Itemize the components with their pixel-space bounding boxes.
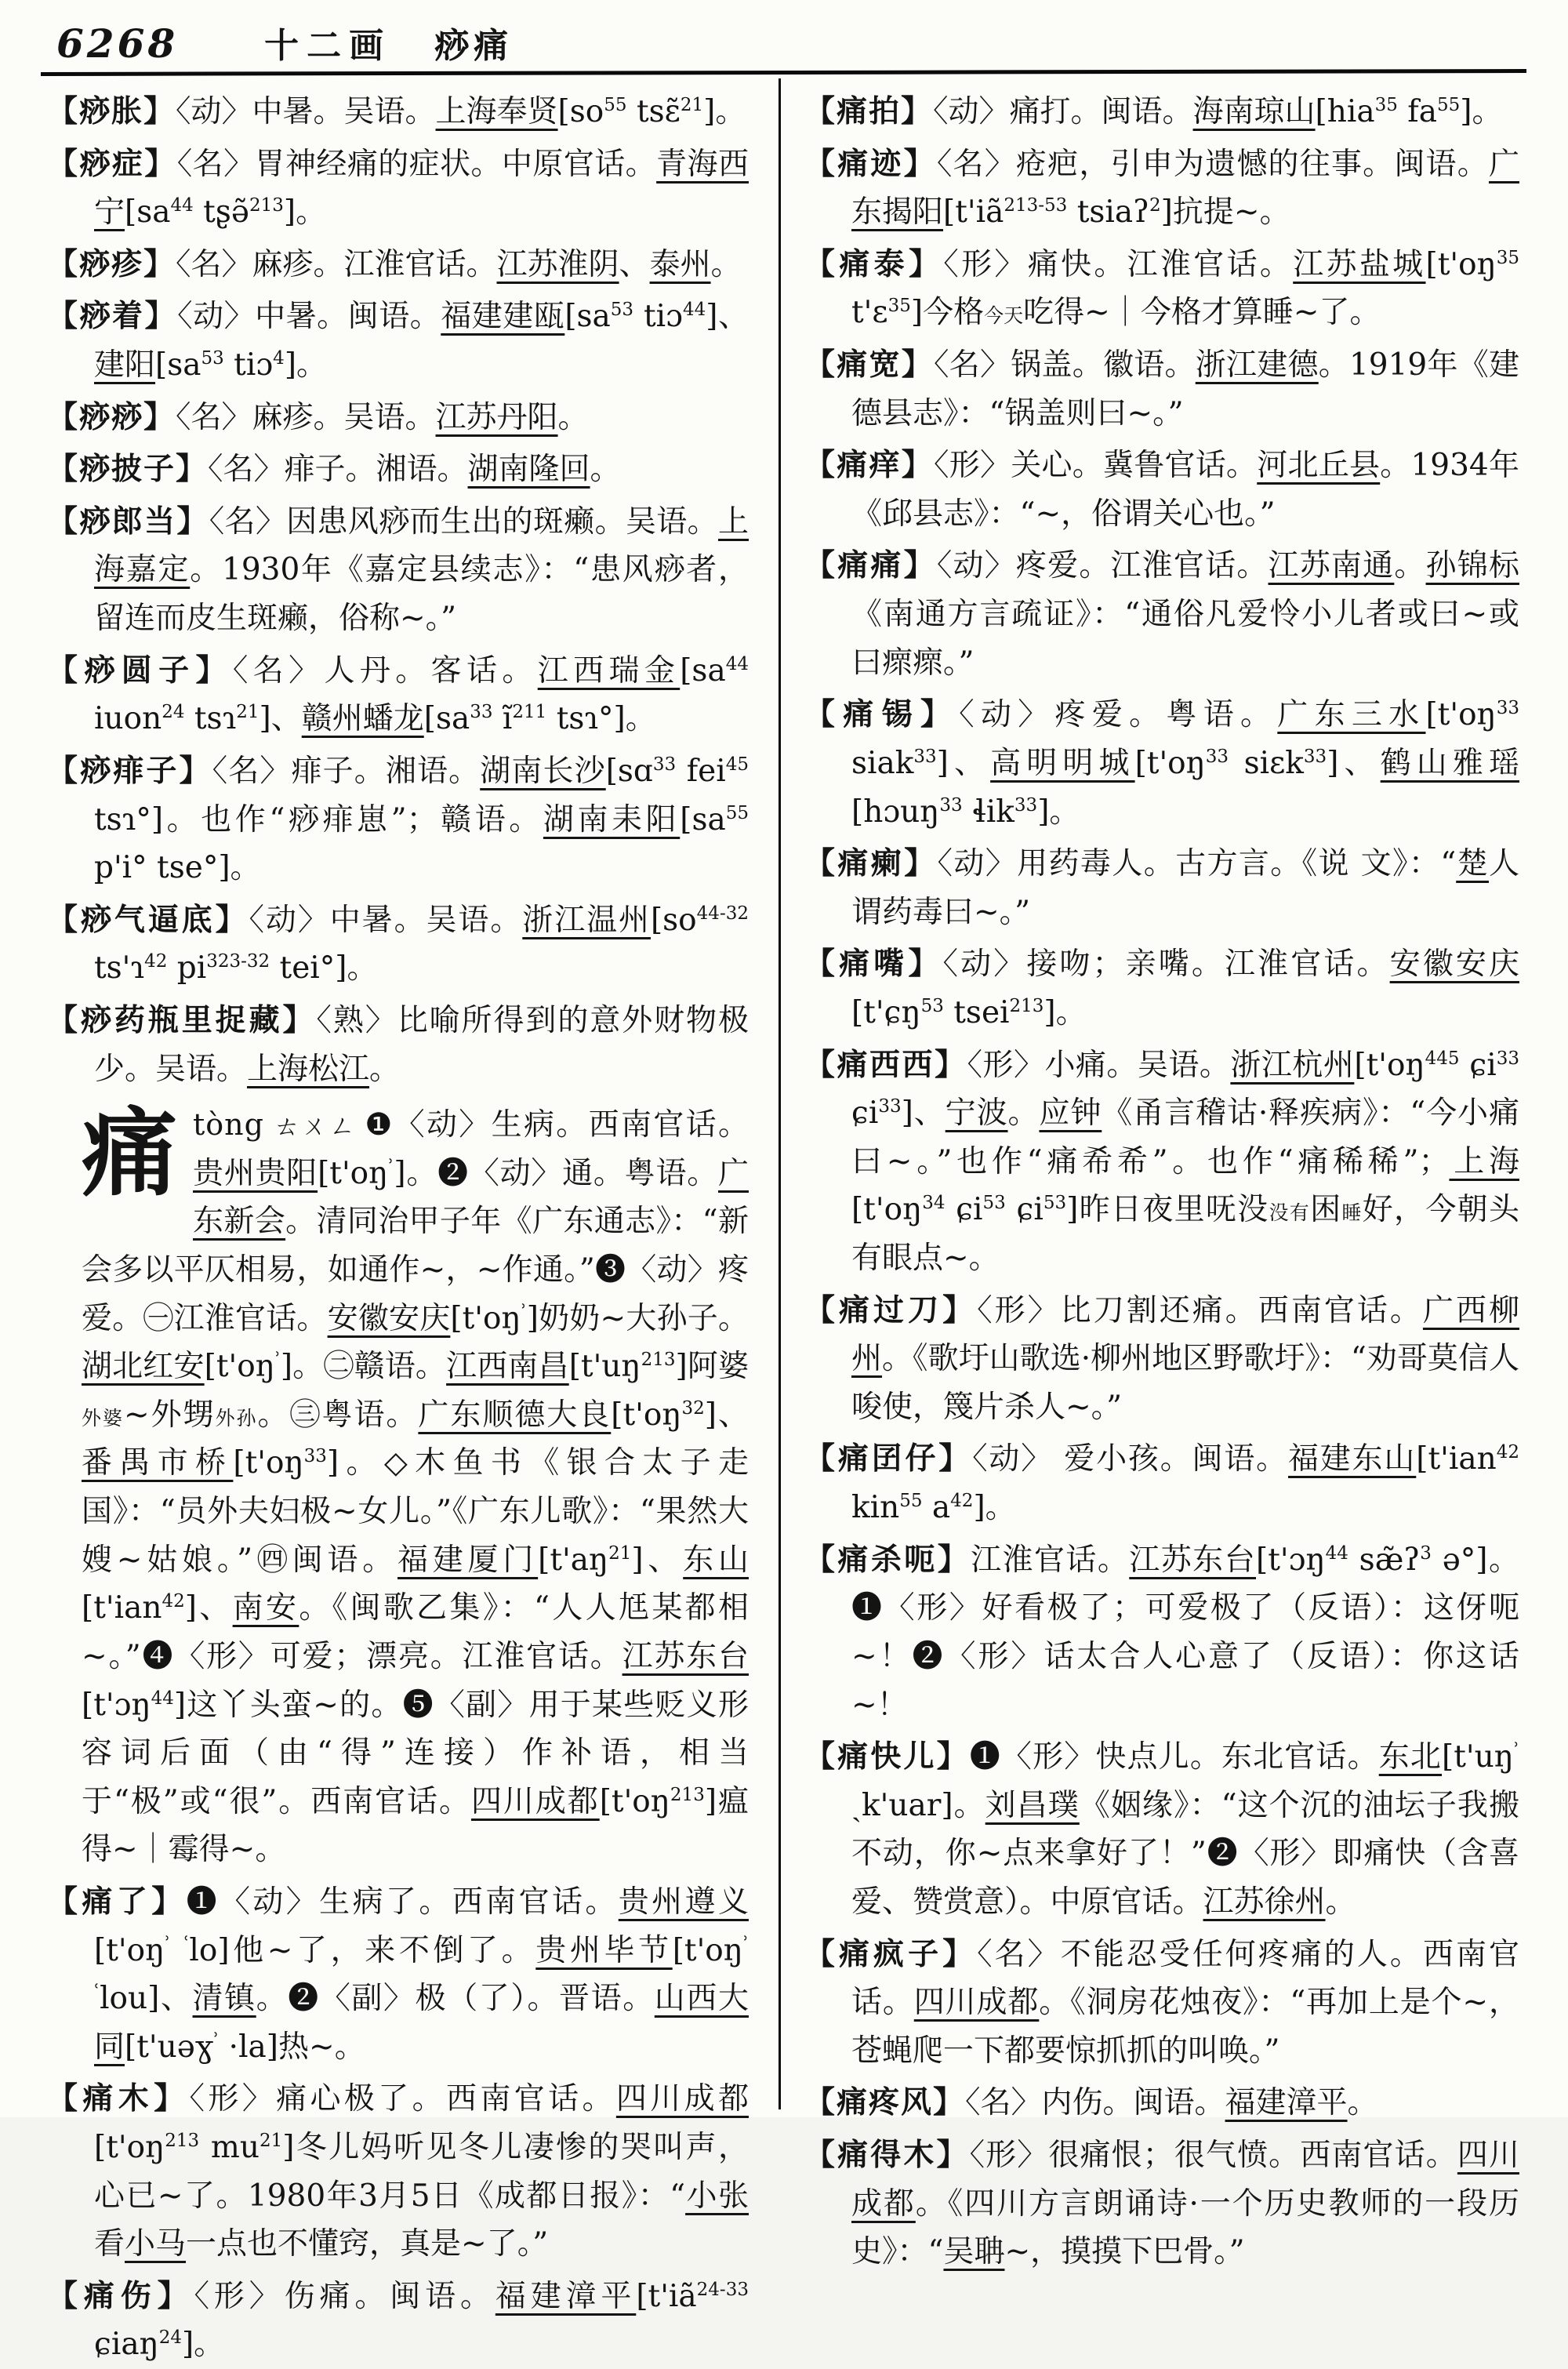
dict-entry: 【痛杀呃】江淮官话。江苏东台[t'ɔŋ$^{44}$ sæ̃ʔ$^3$ ə°]。❶〈形〉好看极了；可爱极了（反语）：这伢呃~！❷〈形〉话太合人心意了（反语）：你这话~！: [804, 1541, 1519, 1723]
place-name: 福建建瓯: [441, 299, 565, 335]
place-name: 广东顺德大良: [418, 1397, 612, 1433]
place-name: 应钟: [1039, 1095, 1102, 1132]
tone-superscript: ʾ: [388, 1156, 394, 1177]
entry-headword: 【痧痱子】: [47, 752, 212, 789]
place-name: 上海: [1449, 1143, 1519, 1179]
place-name: 广东揭阳: [851, 146, 1519, 231]
entry-headword: 【痛痒】: [804, 447, 934, 484]
dict-entry: 【痧着】〈动〉中暑。闽语。福建建瓯[$sa^{53}$ tiɔ$^{44}$]、建阳[$sa^{53}$ tiɔ$^4$]。: [47, 298, 749, 383]
tone-superscript: 4: [273, 348, 285, 369]
place-name: 湖南隆回: [467, 452, 590, 488]
place-name: 宁波: [945, 1095, 1008, 1132]
tone-superscript: 2: [1149, 195, 1161, 216]
entry-headword: 【痧披子】: [47, 451, 209, 488]
tone-superscript: 21: [608, 1542, 632, 1564]
tone-superscript: 53: [982, 1193, 1006, 1214]
tone-superscript: 44: [682, 300, 706, 321]
place-name: 四川成都: [851, 2137, 1519, 2222]
tone-superscript: 211: [512, 702, 547, 723]
dict-entry: 【痧症】〈名〉胃神经痛的症状。中原官话。青海西宁[$sa^{44}$ tʂə̃$^{213}$]。: [47, 145, 749, 231]
place-name: 贵州贵阳: [193, 1155, 318, 1191]
place-name: 福建东山: [1287, 1441, 1417, 1477]
entry-headword: 【痧气逼底】: [47, 901, 249, 938]
tone-superscript: 213: [165, 2130, 200, 2151]
entry-headword: 【痛瘌】: [804, 845, 938, 882]
place-name: 浙江温州: [522, 902, 651, 938]
place-name: 高明明城: [990, 745, 1135, 781]
entry-headword: 【痛过刀】: [804, 1292, 978, 1328]
place-name: 东山: [683, 1542, 749, 1578]
tone-superscript: 34: [922, 1193, 946, 1214]
entry-headword: 【痛嘴】: [804, 946, 943, 983]
place-name: 福建厦门: [397, 1542, 539, 1578]
dict-entry: 【痧圆子】〈名〉人丹。客话。江西瑞金[$sa^{44}$ iuon$^{24}$ tsɿ$^{21}$]、赣州蟠龙[$sa^{33}$ $ĩ^{211}$ tsɿ°]。: [47, 652, 749, 737]
place-name: 番禺市桥: [82, 1445, 234, 1481]
tone-superscript: ʾ: [165, 1933, 171, 1954]
tone-superscript: 53: [1043, 1193, 1067, 1214]
tone-superscript: ʾ: [274, 1350, 281, 1371]
entry-headword: 【痛囝仔】: [804, 1441, 973, 1477]
dict-entry: 【痛痛】〈动〉疼爱。江淮官话。江苏南通。孙锦标《南通方言疏证》：“通俗凡爱怜小儿者或曰~或曰瘝瘝。”: [804, 547, 1519, 681]
place-name: 青海西宁: [94, 146, 749, 231]
place-name: 江苏南通: [1268, 548, 1395, 584]
tone-superscript: ʿ: [94, 1982, 100, 2003]
dict-entry: 【痛疯子】〈名〉不能忍受任何疼痛的人。西南官话。四川成都。《洞房花烛夜》：“再加上是个~，苍蝇爬一下都要惊抓抓的叫唤。”: [804, 1935, 1519, 2069]
tone-superscript: ʾ: [742, 1933, 749, 1954]
place-name: 四川成都: [470, 1783, 600, 1819]
dict-entry: 【痛拍】〈动〉痛打。闽语。海南琼山[hia$^{35}$ $fa^{55}$]。: [804, 93, 1503, 129]
dict-entry: 【痛快儿】❶〈形〉快点儿。东北官话。东北[$t'uŋ^ʾ$ ˏk'uar]。刘昌璞《姻缘》：“这个沉的油坛子我搬不动，你~点来拿好了！”❷〈形〉即痛快（含喜爱、赞赏意）。中原官话。江苏徐州。: [804, 1739, 1519, 1920]
tone-superscript: 44: [725, 653, 749, 674]
entry-headword: 【痧胀】: [47, 93, 176, 129]
dict-entry: 【痧郎当】〈名〉因患风痧而生出的斑癞。吴语。上海嘉定。1930年《嘉定县续志》：“患风痧者，留连而皮生斑癞，俗称~。”: [47, 503, 749, 637]
tone-superscript: 24: [162, 702, 185, 723]
entry-headword: 【痛疯子】: [804, 1935, 978, 1972]
tone-superscript: 33: [1496, 1048, 1519, 1069]
dict-entry: 【痧痧】〈名〉麻疹。吴语。江苏丹阳。: [47, 398, 589, 435]
tone-superscript: ʾ: [213, 2029, 220, 2051]
tone-superscript: 53: [201, 348, 224, 369]
tone-superscript: ʾ: [1513, 1740, 1519, 1761]
header-rule: [41, 69, 1526, 76]
entry-headword: 【痛得木】: [804, 2136, 970, 2173]
tone-superscript: 33: [878, 1096, 902, 1117]
place-name: 上海奉贤: [435, 94, 558, 129]
place-name: 山西大同: [94, 1981, 749, 2065]
tone-superscript: 33: [913, 746, 937, 767]
dict-entry: 【痧药瓶里捉藏】〈熟〉比喻所得到的意外财物极少。吴语。上海松江。: [47, 1001, 749, 1087]
tone-superscript: 33: [652, 754, 677, 775]
tone-superscript: 32: [681, 1397, 705, 1419]
dict-entry: 【痛木】〈形〉痛心极了。西南官话。四川成都[$t'oŋ^{213}$ $mu^{21}$]冬儿妈听见冬儿凄惨的哭叫声，心已~了。1980年3月5日《成都日报》：“小张看小马一点也不懂窍，真是~了。”: [47, 2080, 749, 2262]
entry-headword: 【痛伤】: [47, 2277, 194, 2314]
tone-superscript: 213: [670, 1784, 705, 1805]
dict-entry: 【痛痒】〈形〉关心。冀鲁官话。河北丘县。1934年《邱县志》：“~，俗谓关心也。”: [804, 447, 1519, 532]
gloss-small-text: 没有: [1269, 1201, 1311, 1225]
tone-superscript: 21: [680, 95, 704, 115]
place-name: 泰州: [649, 246, 711, 282]
place-name: 海南琼山: [1192, 94, 1316, 129]
dict-entry: 【痧气逼底】〈动〉中暑。吴语。浙江温州[$so^{44-32}$ ts'ɿ$^{42}$ $pi^{323-32}$ tei°]。: [47, 901, 749, 986]
tone-superscript: 44-32: [696, 903, 749, 924]
place-name: 上海嘉定: [94, 503, 749, 588]
place-name: 江苏丹阳: [435, 399, 558, 435]
dict-entry: 【痛了】❶〈动〉生病了。西南官话。贵州遵义[$t'oŋ^ʾ$ $^ʿ$lo]他~了，来不倒了。贵州毕节[$t'oŋ^ʾ$ $^ʿ$lou]、清镇。❷〈副〉极（了）。晋语。山西大同[t'uəɣ$^ʾ$ ·la]热~。: [47, 1883, 749, 2065]
tone-superscript: 42: [950, 1491, 974, 1512]
entry-headword: 【痧郎当】: [47, 503, 209, 540]
entry-headword: 【痧药瓶里捉藏】: [47, 1001, 317, 1038]
tone-superscript: 35: [1374, 95, 1398, 115]
entry-headword: 【痛木】: [47, 2080, 190, 2117]
tone-superscript: ʿ: [183, 1933, 190, 1954]
tone-superscript: 33: [1205, 746, 1229, 767]
place-name: 福建漳平: [495, 2278, 637, 2314]
dict-entry: 【痛嘴】〈动〉接吻；亲嘴。江淮官话。安徽安庆[t'ɕŋ$^{53}$ tsei$^{213}$]。: [804, 946, 1519, 1030]
tone-superscript: 53: [610, 300, 634, 321]
tone-superscript: 55: [725, 802, 749, 823]
tone-superscript: 33: [1496, 698, 1519, 719]
dict-entry: 【痛迹】〈名〉疮疤，引申为遗憾的往事。闽语。广东揭阳[$t'iã^{213-53}$ tsiaʔ$^2$]抗提~。: [804, 145, 1519, 231]
entry-headword: 【痛宽】: [804, 347, 934, 383]
gloss-small-text: 外孙: [215, 1406, 258, 1430]
dict-entry: 【痧疹】〈名〉麻疹。江淮官话。江苏淮阴、泰州。: [47, 245, 742, 282]
tone-superscript: 213: [1009, 995, 1044, 1016]
page-number: 6268: [56, 20, 179, 67]
main-character-entry: 痛tòng ㄊㄨㄥ ❶〈动〉生病。西南官话。贵州贵阳$[t'oŋ^ʾ]$。❷〈动〉通。粤语。广东新会。清同治甲子年《广东通志》：“新会多以平仄相易，如通作~，~作通。”❸〈动〉疼爱。㊀江淮官话。安徽安庆$[t'oŋ^ʾ]$奶奶~大孙子。湖北红安$[t'oŋ^ʾ]$。㊁赣语。江西南昌$[t'uŋ^{213}]$阿婆外婆~外甥外孙。㊂粤语。广东顺德大良$[t'oŋ^{32}]$、番禺市桥$[t'oŋ^{33}]$。◇木鱼书《银合太子走国》：“员外夫妇极~女儿。”《广东儿歌》：“果然大嫂~姑娘。”㊃闽语。福建厦门$[t'aŋ^{21}]$、东山[t'ian$^{42}$]、南安。《闽歌乙集》：“人人尪某都相~。”❹〈形〉可爱；漂亮。江淮官话。江苏东台[t'ɔŋ$^{44}$]这丫头蛮~的。❺〈副〉用于某些贬义形容词后面（由“得”连接）作补语，相当于“极”或“很”。西南官话。四川成都$[t'oŋ^{213}]$瘟得~｜霉得~。: [82, 1096, 749, 1868]
entry-headword: 【痛西西】: [804, 1046, 967, 1083]
tone-superscript: 33: [939, 794, 963, 816]
dict-entry: 【痧胀】〈动〉中暑。吴语。上海奉贤[$so^{55}$ tsɛ̃$^{21}$]。: [47, 93, 746, 129]
tone-superscript: 21: [236, 702, 260, 723]
entry-headword: 【痧着】: [47, 298, 178, 335]
place-name: 东北: [1378, 1739, 1443, 1775]
tone-superscript: 3: [1420, 1542, 1432, 1564]
tone-superscript: 33: [1303, 746, 1327, 767]
place-name: 建阳: [94, 347, 156, 383]
tone-superscript: 21: [260, 2130, 283, 2151]
section-headwords: 痧痛: [434, 26, 514, 66]
entry-headword: 【痛锡】: [804, 696, 960, 733]
dict-entry: 【痛西西】〈形〉小痛。吴语。浙江杭州[$t'oŋ^{445}$ ɕi$^{33}$ ɕi$^{33}$]、宁波。应钟《甬言稽诂·释疾病》：“今小痛曰~。”也作“痛希希”。也作“痛稀稀”；上海[$t'oŋ^{34}$ ɕi$^{53}$ ɕi$^{53}$]昨日夜里呒没没有困睡好，今朝头有眼点~。: [804, 1046, 1519, 1277]
entry-headword: 【痧痧】: [47, 398, 176, 435]
place-name: 江苏淮阴: [496, 246, 619, 282]
tone-superscript: 53: [920, 995, 944, 1016]
place-name: 江苏东台: [622, 1638, 749, 1674]
place-name: 小马: [125, 2226, 187, 2262]
place-name: 楚: [1456, 846, 1489, 882]
tone-superscript: 45: [725, 754, 749, 775]
place-name: 河北丘县: [1257, 448, 1381, 484]
place-name: 贵州毕节: [535, 1932, 673, 1968]
tone-superscript: 213: [249, 195, 284, 216]
place-name: 南安: [232, 1590, 299, 1626]
place-name: 江苏徐州: [1203, 1884, 1326, 1920]
place-name: 刘昌璞: [985, 1787, 1080, 1823]
dict-entry: 【痛得木】〈形〉很痛恨；很气愤。西南官话。四川成都。《四川方言朗诵诗·一个历史教师的一段历史》：“吴聃~，摸摸下巴骨。”: [804, 2136, 1519, 2270]
tone-superscript: 213: [641, 1350, 676, 1371]
dict-entry: 【痛锡】〈动〉疼爱。粤语。广东三水[$t'oŋ^{33}$ siak$^{33}$]、高明明城[$t'oŋ^{33}$ siɛk$^{33}$]、鹤山雅瑶[hɔuŋ$^{33}$ ɬik$^{33}$]。: [804, 696, 1519, 830]
place-name: 赣州蟠龙: [301, 701, 424, 737]
dict-entry: 【痛泰】〈形〉痛快。江淮官话。江苏盐城[$t'oŋ^{35}$ t'ɛ$^{35}$]今格今天吃得~｜今格才算睡~了。: [804, 245, 1519, 331]
place-name: 广西柳州: [851, 1292, 1519, 1377]
place-name: 吴聃: [943, 2234, 1005, 2270]
tone-superscript: 55: [899, 1491, 923, 1512]
gloss-small-text: 外婆: [82, 1406, 124, 1430]
place-name: 江苏盐城: [1293, 246, 1426, 282]
headword-character: 痛: [82, 1096, 177, 1210]
tone-superscript: 42: [162, 1591, 185, 1612]
place-name: 四川成都: [913, 1985, 1040, 2021]
tone-superscript: 33: [303, 1446, 327, 1467]
tone-superscript: 42: [144, 951, 168, 972]
dict-entry: 【痧披子】〈名〉痱子。湘语。湖南隆回。: [47, 451, 621, 488]
dict-entry: 【痛瘌】〈动〉用药毒人。古方言。《说 文》：“楚人谓药毒曰~。”: [804, 845, 1519, 930]
dict-entry: 【痛疼风】〈名〉内伤。闽语。福建漳平。: [804, 2084, 1378, 2121]
place-name: 江西南昌: [446, 1349, 569, 1385]
place-name: 孙锦标: [1425, 548, 1519, 584]
entry-headword: 【痛快儿】: [804, 1739, 970, 1775]
tone-superscript: 24: [158, 2327, 182, 2349]
place-name: 湖南耒阳: [543, 801, 681, 838]
gloss-small-text: 睡: [1341, 1201, 1363, 1225]
tone-superscript: 35: [1496, 247, 1519, 268]
place-name: 清镇: [192, 1981, 256, 2017]
dict-entry: 【痛宽】〈名〉锅盖。徽语。浙江建德。1919年《建德县志》：“锅盖则曰~。”: [804, 347, 1519, 431]
tone-superscript: 33: [1014, 794, 1038, 816]
pinyin: tòng: [193, 1107, 264, 1143]
tone-superscript: 55: [1436, 95, 1461, 115]
place-name: 鹤山雅瑶: [1380, 745, 1519, 781]
stroke-count-label: 十二画: [264, 26, 392, 66]
tone-superscript: 213-53: [1004, 195, 1068, 216]
gloss-small-text: 今天: [984, 304, 1024, 328]
place-name: 福建漳平: [1225, 2085, 1348, 2121]
tone-superscript: 445: [1425, 1048, 1460, 1069]
dict-entry: 【痛囝仔】〈动〉 爱小孩。闽语。福建东山[t'ian$^{42}$ kin$^{55}$ $a^{42}$]。: [804, 1441, 1519, 1526]
place-name: 浙江杭州: [1230, 1047, 1355, 1083]
entry-headword: 【痛痛】: [804, 547, 937, 584]
entry-headword: 【痛杀呃】: [804, 1541, 971, 1578]
tone-superscript: 42: [1496, 1442, 1519, 1463]
tone-superscript: 24-33: [696, 2279, 749, 2300]
left-column: [47, 88, 749, 2363]
place-name: 安徽安庆: [1389, 947, 1519, 983]
entry-headword: 【痛疼风】: [804, 2084, 966, 2121]
entry-headword: 【痛迹】: [804, 145, 937, 182]
dict-entry: 【痛过刀】〈形〉比刀割还痛。西南官话。广西柳州。《歌圩山歌选·柳州地区野歌圩》：“劝哥莫信人唆使，篾片杀人~。”: [804, 1292, 1519, 1425]
place-name: 安徽安庆: [327, 1300, 451, 1336]
place-name: 江西瑞金: [537, 652, 681, 689]
page-header: [56, 17, 513, 67]
place-name: 小张: [685, 2178, 749, 2214]
right-column: [804, 88, 1519, 2270]
entry-headword: 【痛了】: [47, 1883, 187, 1920]
place-name: 四川成都: [615, 2081, 749, 2117]
place-name: 湖南长沙: [480, 753, 606, 789]
tone-superscript: ʾ: [521, 1301, 527, 1322]
tone-superscript: 323-32: [206, 951, 270, 972]
entry-headword: 【痧圆子】: [47, 652, 233, 689]
tone-superscript: 44: [170, 195, 194, 216]
dict-entry: 【痧痱子】〈名〉痱子。湘语。湖南长沙[sɑ$^{33}$ fei$^{45}$ tsɿ°]。也作“痧痱崽”；赣语。湖南耒阳[$sa^{55}$ p'i° tse°]。: [47, 752, 749, 886]
tone-superscript: 44: [1325, 1542, 1348, 1564]
entry-headword: 【痛拍】: [804, 93, 934, 129]
tone-superscript: 35: [887, 296, 911, 317]
column-divider: [779, 78, 781, 2109]
dict-entry: 【痛伤】〈形〉伤痛。闽语。福建漳平[$t'iã^{24-33}$ ɕiaŋ$^{24}$]。: [47, 2277, 749, 2363]
tone-superscript: 33: [470, 702, 493, 723]
place-name: 广东三水: [1277, 697, 1426, 733]
place-name: 上海松江: [247, 1051, 370, 1087]
place-name: 广东新会: [193, 1155, 749, 1240]
place-name: 江苏东台: [1129, 1542, 1256, 1578]
entry-headword: 【痧疹】: [47, 245, 176, 282]
tone-superscript: 55: [604, 95, 627, 115]
tone-superscript: 44: [151, 1688, 174, 1709]
entry-headword: 【痧症】: [47, 145, 177, 182]
entry-headword: 【痛泰】: [804, 245, 944, 282]
place-name: 贵州遵义: [618, 1884, 749, 1920]
zhuyin: ㄊㄨㄥ: [271, 1110, 358, 1142]
place-name: 湖北红安: [82, 1349, 205, 1385]
place-name: 浙江建德: [1195, 347, 1319, 383]
